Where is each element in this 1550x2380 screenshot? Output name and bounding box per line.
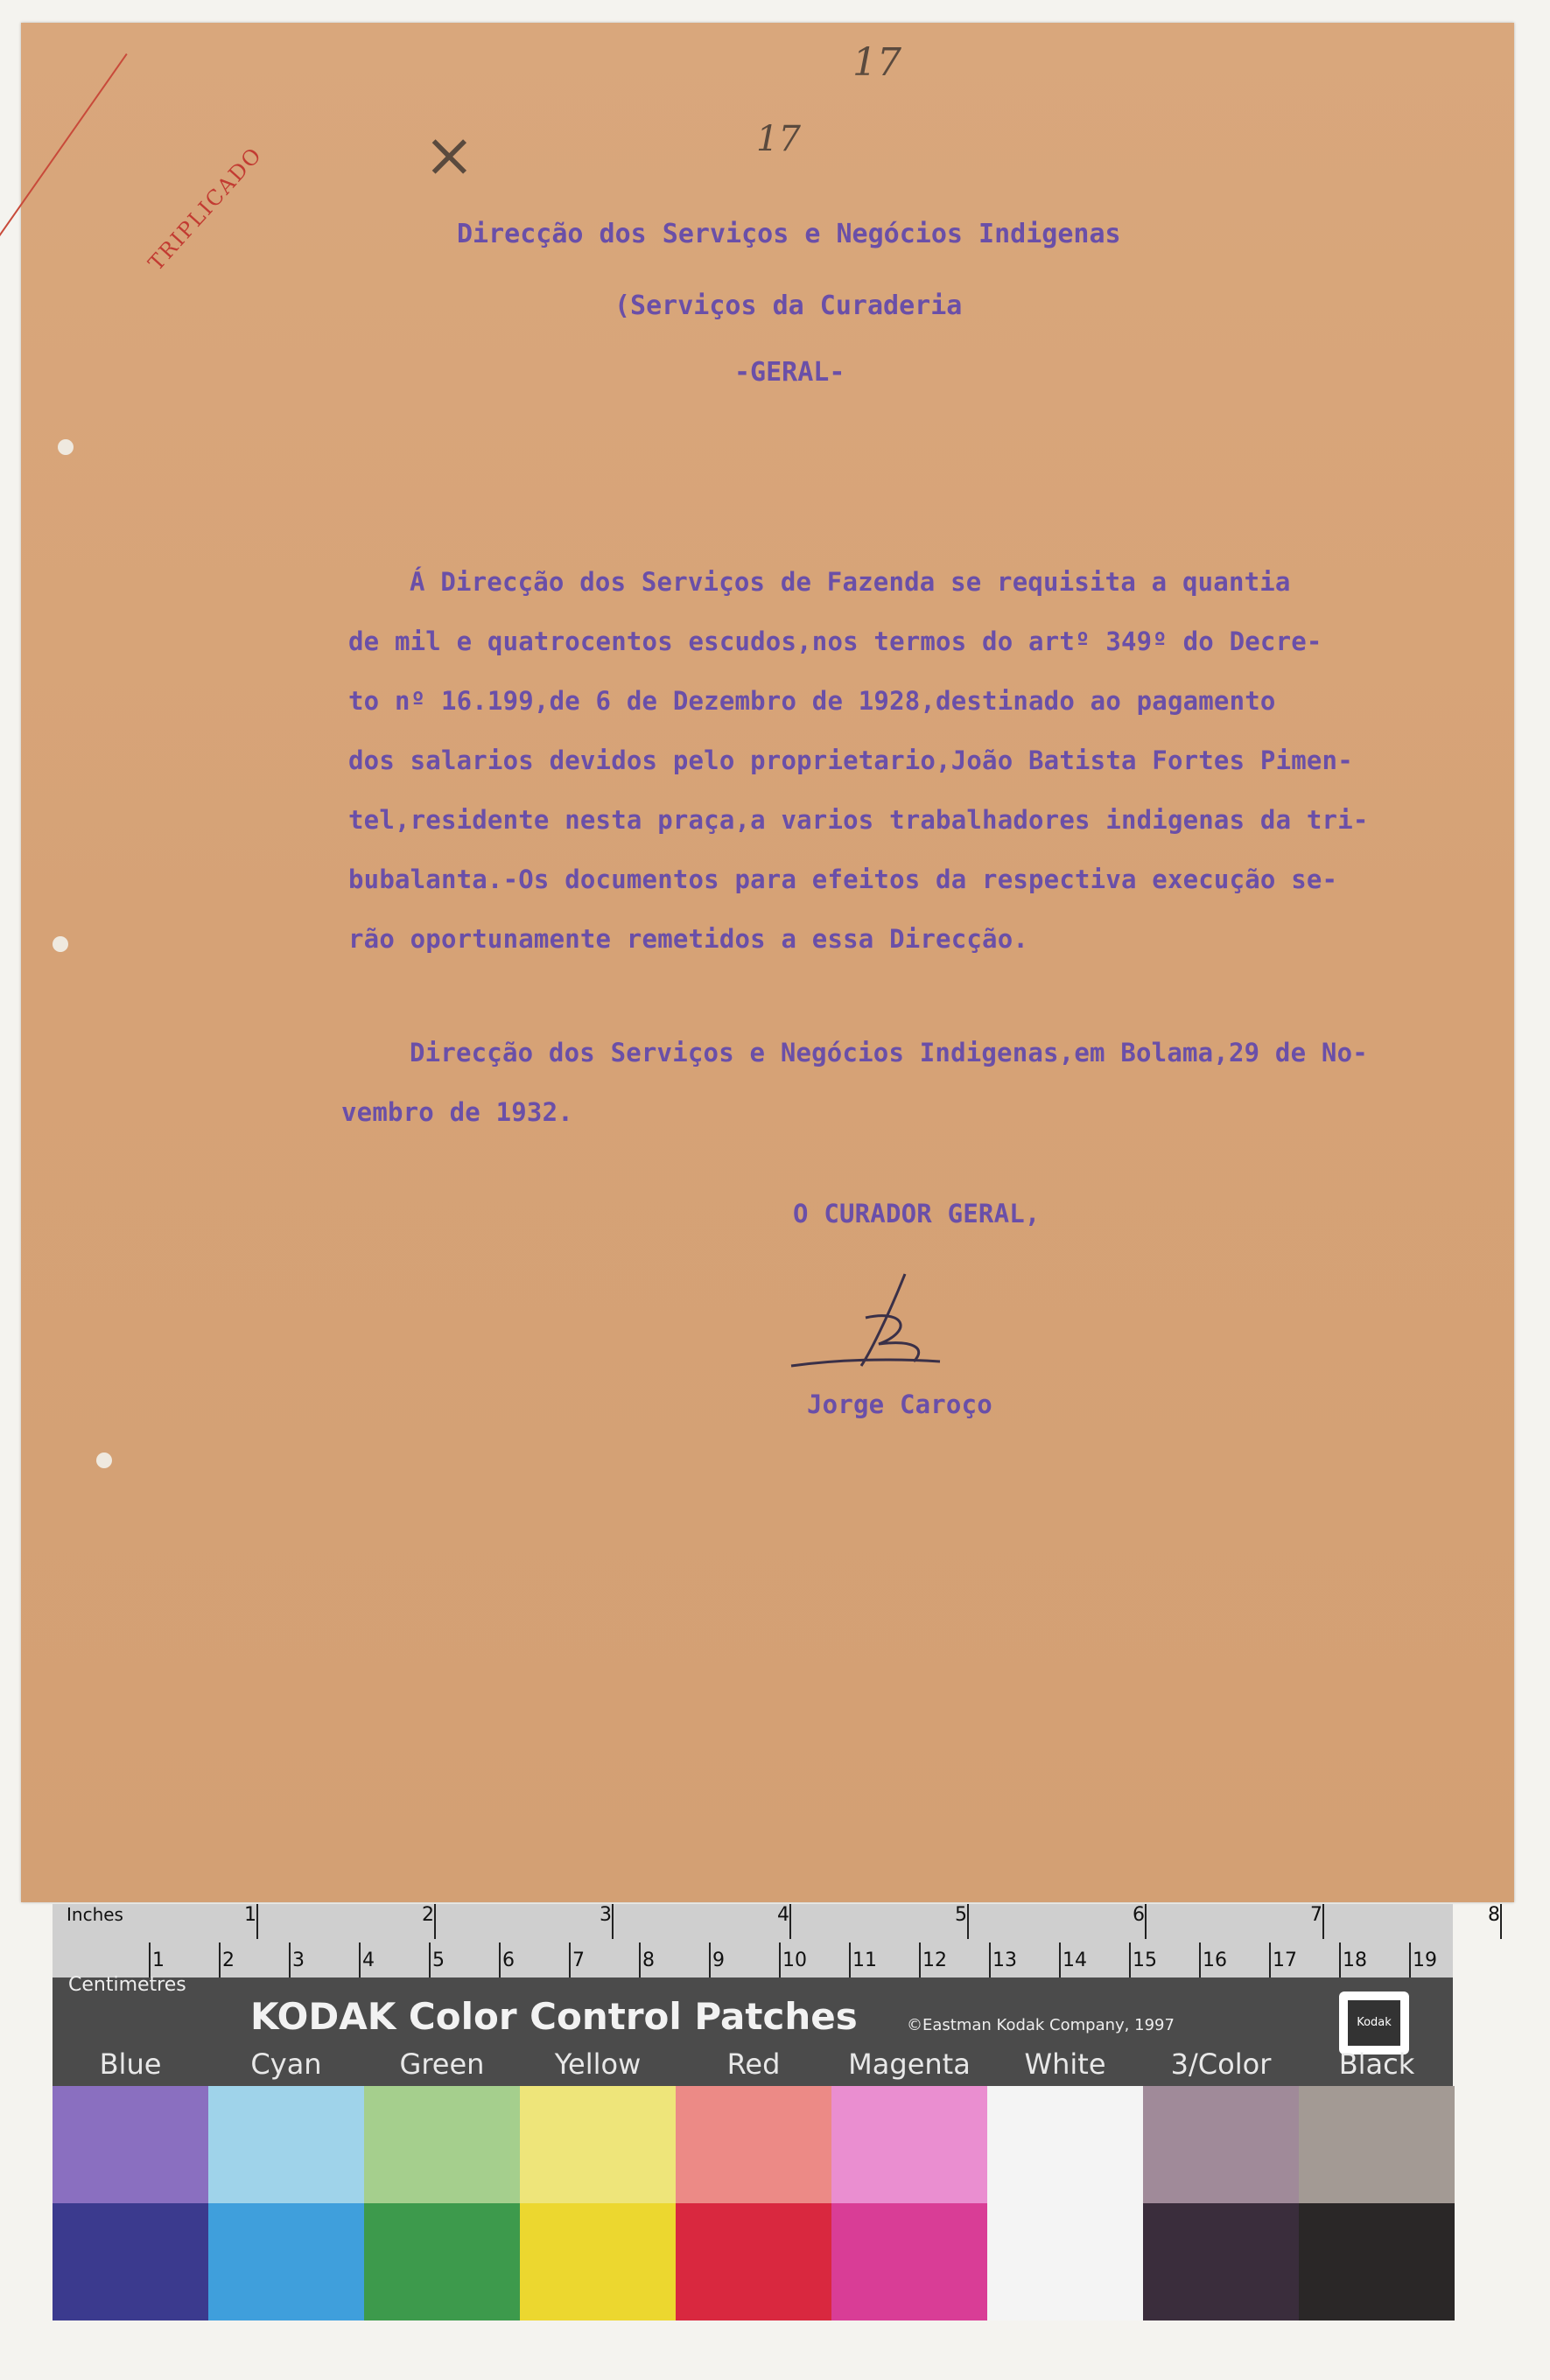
ruler-cm-tick	[639, 1942, 641, 1978]
ruler-cm-tick	[1059, 1942, 1061, 1978]
ruler-cm-number: 17	[1273, 1950, 1297, 1971]
ruler-cm-number: 13	[992, 1950, 1017, 1971]
swatch-label: Cyan	[250, 2048, 322, 2081]
color-patch-light	[520, 2086, 676, 2203]
ruler-cm-number: 16	[1203, 1950, 1227, 1971]
ruler-inch-number: 4	[777, 1904, 789, 1926]
ruler-cm-number: 5	[432, 1950, 445, 1971]
body-line: de mil e quatrocentos escudos,nos termos do artº 349º do Decre-	[348, 626, 1322, 656]
ruler-cm-tick	[1199, 1942, 1201, 1978]
ruler-cm-tick	[989, 1942, 991, 1978]
ruler-cm-tick	[289, 1942, 291, 1978]
pencil-number-mark: 17	[756, 119, 801, 159]
ruler-inch-number: 7	[1310, 1904, 1322, 1926]
ruler-cm-tick	[1129, 1942, 1131, 1978]
ruler-cm-number: 9	[712, 1950, 725, 1971]
ruler-cm-number: 8	[642, 1950, 655, 1971]
header-line-3: -GERAL-	[734, 357, 845, 388]
ruler-inch-tick	[1500, 1904, 1502, 1939]
ruler-cm-number: 4	[362, 1950, 375, 1971]
ruler-cm-tick	[219, 1942, 221, 1978]
ruler-cm-number: 2	[222, 1950, 235, 1971]
ruler-cm-tick	[1409, 1942, 1411, 1978]
ruler-inch-number: 1	[244, 1904, 256, 1926]
header-line-2: (Serviços da Curaderia	[614, 290, 963, 321]
ruler-cm-tick	[779, 1942, 781, 1978]
punch-hole-top	[58, 439, 74, 455]
color-patch-light	[1143, 2086, 1299, 2203]
ruler-cm-tick	[849, 1942, 851, 1978]
ruler-cm-number: 1	[152, 1950, 165, 1971]
body-line: rão oportunamente remetidos a essa Direcção.	[348, 924, 1029, 954]
ruler-inch-tick	[967, 1904, 969, 1939]
color-patch-dark	[1299, 2203, 1455, 2320]
signatory-title: O CURADOR GERAL,	[793, 1199, 1041, 1228]
swatch-label: Black	[1338, 2048, 1415, 2081]
closing-line: Direcção dos Serviços e Negócios Indigenas,em Bolama,29 de No-	[410, 1038, 1368, 1068]
color-patch-dark	[676, 2203, 831, 2320]
signature-scribble	[782, 1256, 992, 1396]
ruler-inch-number: 8	[1488, 1904, 1500, 1926]
ruler-inch-tick	[256, 1904, 258, 1939]
color-patch-light	[831, 2086, 987, 2203]
ruler-cm-number: 18	[1343, 1950, 1367, 1971]
body-line: tel,residente nesta praça,a varios trabalhadores indigenas da tri-	[348, 805, 1369, 835]
kodak-logo-icon	[1339, 1992, 1409, 2054]
color-patch-light	[1299, 2086, 1455, 2203]
signatory-name: Jorge Caroço	[807, 1390, 992, 1419]
triplicado-stamp: TRIPLICADO	[144, 142, 268, 276]
ruler-inch-tick	[612, 1904, 614, 1939]
color-patch-dark	[520, 2203, 676, 2320]
inches-label: Inches	[67, 1904, 123, 1925]
ruler-inch-tick	[1322, 1904, 1324, 1939]
header-line-1: Direcção dos Serviços e Negócios Indigenas	[457, 219, 1121, 249]
ruler-cm-number: 15	[1133, 1950, 1157, 1971]
ruler-cm-tick	[569, 1942, 571, 1978]
closing-line: vembro de 1932.	[341, 1097, 573, 1127]
color-patch-light	[676, 2086, 831, 2203]
ruler-inch-number: 6	[1133, 1904, 1145, 1926]
ruler-inch-number: 2	[422, 1904, 434, 1926]
ruler-cm-tick	[919, 1942, 921, 1978]
color-patch-dark	[1143, 2203, 1299, 2320]
ruler-cm-number: 6	[502, 1950, 515, 1971]
ruler-cm-number: 11	[852, 1950, 877, 1971]
target-copyright: ©Eastman Kodak Company, 1997	[907, 2016, 1175, 2034]
ruler-cm-tick	[429, 1942, 431, 1978]
body-line: Á Direcção dos Serviços de Fazenda se requisita a quantia	[410, 567, 1291, 597]
ruler-cm-number: 7	[572, 1950, 585, 1971]
swatch-label: White	[1024, 2048, 1106, 2081]
color-patch-light	[53, 2086, 208, 2203]
ruler-cm-tick	[149, 1942, 151, 1978]
color-patch-light	[987, 2086, 1143, 2203]
body-line: dos salarios devidos pelo proprietario,João Batista Fortes Pimen-	[348, 746, 1353, 775]
ruler-cm-number: 10	[782, 1950, 807, 1971]
kodak-logo-text: Kodak	[1348, 2000, 1400, 2046]
ruler-inch-tick	[1145, 1904, 1147, 1939]
document-page	[21, 23, 1514, 1902]
swatch-label: Magenta	[848, 2048, 971, 2081]
punch-hole-middle	[53, 936, 68, 952]
pencil-x-mark: ×	[424, 119, 475, 191]
swatch-label: Green	[399, 2048, 485, 2081]
pencil-folio-number: 17	[852, 40, 901, 85]
stamp-line	[0, 53, 128, 398]
ruler-inch-number: 3	[600, 1904, 612, 1926]
body-line: bubalanta.-Os documentos para efeitos da respectiva execução se-	[348, 864, 1338, 894]
ruler-cm-tick	[499, 1942, 501, 1978]
color-patch-dark	[364, 2203, 520, 2320]
kodak-color-target	[53, 1904, 1500, 2320]
ruler-cm-tick	[359, 1942, 361, 1978]
punch-hole-bottom	[96, 1452, 112, 1468]
ruler-cm-number: 19	[1413, 1950, 1437, 1971]
measurement-ruler	[53, 1904, 1500, 1978]
color-patch-dark	[831, 2203, 987, 2320]
color-patch-dark	[987, 2203, 1143, 2320]
swatch-label: Blue	[99, 2048, 162, 2081]
centimetres-label: Centimetres	[68, 1974, 186, 1996]
ruler-inch-number: 5	[955, 1904, 967, 1926]
ruler-cm-number: 14	[1063, 1950, 1087, 1971]
ruler-cm-number: 3	[292, 1950, 305, 1971]
swatch-label: Red	[726, 2048, 781, 2081]
ruler-inch-tick	[434, 1904, 436, 1939]
ruler-cm-tick	[1339, 1942, 1341, 1978]
target-title: KODAK Color Control Patches	[250, 1995, 858, 2038]
ruler-inch-tick	[789, 1904, 791, 1939]
body-line: to nº 16.199,de 6 de Dezembro de 1928,destinado ao pagamento	[348, 686, 1276, 716]
color-patch-light	[364, 2086, 520, 2203]
color-patch-dark	[53, 2203, 208, 2320]
ruler-cm-number: 12	[922, 1950, 947, 1971]
color-patch-light	[208, 2086, 364, 2203]
swatch-label: 3/Color	[1170, 2048, 1272, 2081]
swatch-label: Yellow	[554, 2048, 642, 2081]
color-patch-dark	[208, 2203, 364, 2320]
ruler-cm-tick	[1269, 1942, 1271, 1978]
ruler-cm-tick	[709, 1942, 711, 1978]
